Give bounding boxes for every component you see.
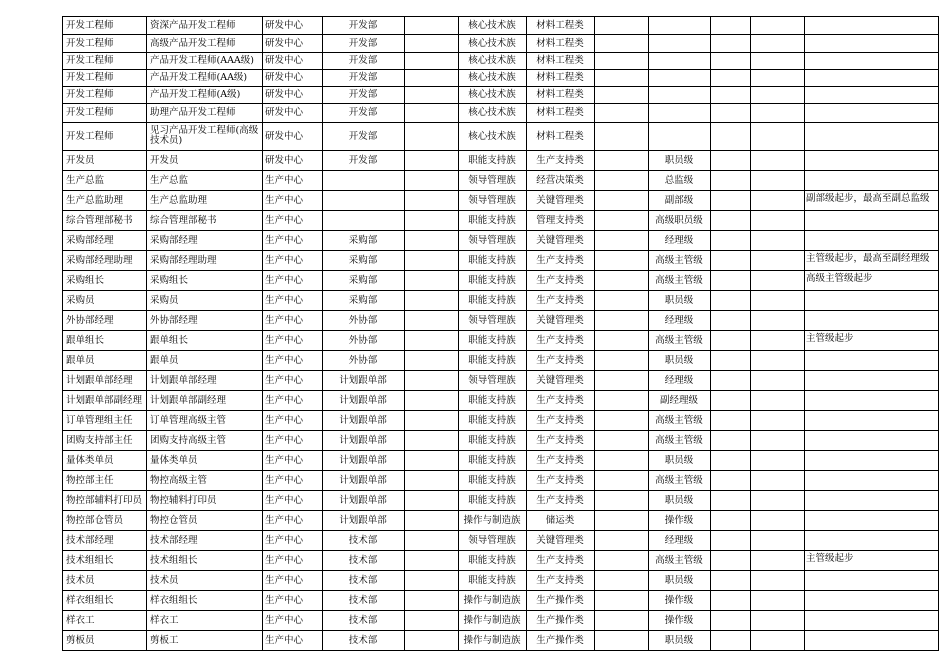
cell-job-category: 生产支持类	[536, 255, 584, 266]
cell-department: 计划跟单部	[339, 515, 387, 526]
cell-job-category: 生产支持类	[536, 395, 584, 406]
cell-job-title: 跟单员	[150, 355, 179, 366]
cell-job-family: 职能支持族	[468, 395, 516, 406]
column-divider	[62, 16, 63, 651]
cell-center: 生产中心	[265, 595, 304, 606]
cell-job-category: 生产操作类	[536, 615, 584, 626]
cell-job-family: 领导管理族	[468, 195, 516, 206]
cell-department: 计划跟单部	[339, 375, 387, 386]
cell-note: 副部级起步，最高至副总监级	[806, 193, 930, 204]
cell-department: 开发部	[348, 72, 378, 83]
row-divider	[62, 550, 939, 551]
cell-grade-level: 职员级	[664, 495, 694, 506]
cell-center: 生产中心	[265, 575, 304, 586]
cell-job-title: 量体类单员	[150, 455, 198, 466]
row-divider	[62, 430, 939, 431]
cell-job-category: 生产支持类	[536, 275, 584, 286]
cell-center: 生产中心	[265, 455, 304, 466]
cell-job-title: 订单管理高级主管	[150, 415, 227, 426]
cell-department: 计划跟单部	[339, 435, 387, 446]
row-divider	[62, 210, 939, 211]
cell-grade-level: 高级主管级	[655, 435, 703, 446]
cell-position: 采购组长	[66, 275, 105, 286]
cell-job-category: 材料工程类	[536, 89, 584, 100]
cell-job-category: 材料工程类	[536, 107, 584, 118]
cell-job-family: 操作与制造族	[463, 515, 521, 526]
cell-job-category: 生产支持类	[536, 355, 584, 366]
cell-job-category: 生产支持类	[536, 295, 584, 306]
row-divider	[62, 370, 939, 371]
cell-job-family: 职能支持族	[468, 295, 516, 306]
cell-job-title: 物控高级主管	[150, 475, 208, 486]
cell-center: 研发中心	[265, 38, 304, 49]
cell-job-category: 关键管理类	[536, 375, 584, 386]
cell-center: 生产中心	[265, 235, 304, 246]
row-divider	[62, 390, 939, 391]
cell-grade-level: 职员级	[664, 355, 694, 366]
cell-department: 计划跟单部	[339, 475, 387, 486]
row-divider	[62, 610, 939, 611]
row-divider	[62, 310, 939, 311]
cell-center: 生产中心	[265, 335, 304, 346]
cell-note: 高级主管级起步	[806, 273, 873, 284]
column-divider	[938, 16, 939, 651]
cell-department: 技术部	[348, 575, 378, 586]
cell-job-title: 跟单组长	[150, 335, 189, 346]
cell-job-category: 材料工程类	[536, 131, 584, 142]
cell-grade-level: 职员级	[664, 635, 694, 646]
cell-position: 采购员	[66, 295, 95, 306]
row-divider	[62, 490, 939, 491]
cell-job-category: 生产支持类	[536, 455, 584, 466]
cell-position: 物控部仓管员	[66, 515, 124, 526]
cell-position: 剪板员	[66, 635, 95, 646]
cell-grade-level: 高级主管级	[655, 275, 703, 286]
cell-job-title: 高级产品开发工程师	[150, 38, 236, 49]
cell-position: 生产总监	[66, 175, 105, 186]
cell-center: 生产中心	[265, 495, 304, 506]
cell-center: 生产中心	[265, 355, 304, 366]
cell-department: 计划跟单部	[339, 415, 387, 426]
cell-job-family: 领导管理族	[468, 175, 516, 186]
cell-job-family: 核心技术族	[468, 131, 516, 142]
cell-grade-level: 总监级	[664, 175, 694, 186]
cell-center: 研发中心	[265, 20, 304, 31]
cell-job-family: 核心技术族	[468, 107, 516, 118]
row-divider	[62, 530, 939, 531]
row-divider	[62, 52, 939, 53]
cell-note: 主管级起步，最高至副经理级	[806, 253, 930, 264]
cell-job-family: 职能支持族	[468, 555, 516, 566]
cell-department: 外协部	[348, 335, 378, 346]
cell-center: 生产中心	[265, 615, 304, 626]
cell-position: 跟单组长	[66, 335, 105, 346]
column-divider	[710, 16, 711, 651]
cell-department: 技术部	[348, 595, 378, 606]
cell-center: 研发中心	[265, 89, 304, 100]
cell-department: 外协部	[348, 315, 378, 326]
cell-grade-level: 职员级	[664, 295, 694, 306]
cell-position: 计划跟单部经理	[66, 375, 133, 386]
cell-department: 技术部	[348, 535, 378, 546]
cell-job-family: 职能支持族	[468, 155, 516, 166]
cell-position: 外协部经理	[66, 315, 114, 326]
cell-position: 采购部经理	[66, 235, 114, 246]
cell-job-title: 外协部经理	[150, 315, 198, 326]
cell-job-family: 领导管理族	[468, 235, 516, 246]
cell-job-category: 材料工程类	[536, 55, 584, 66]
cell-center: 生产中心	[265, 435, 304, 446]
cell-department: 开发部	[348, 155, 378, 166]
row-divider	[62, 122, 939, 123]
column-divider	[750, 16, 751, 651]
cell-job-title: 采购部经理助理	[150, 255, 217, 266]
cell-grade-level: 操作级	[664, 515, 694, 526]
cell-center: 研发中心	[265, 107, 304, 118]
cell-department: 技术部	[348, 635, 378, 646]
cell-job-family: 领导管理族	[468, 535, 516, 546]
cell-job-title: 物控仓管员	[150, 515, 198, 526]
column-divider	[146, 16, 147, 651]
row-divider	[62, 630, 939, 631]
cell-department: 开发部	[348, 131, 378, 142]
cell-grade-level: 操作级	[664, 595, 694, 606]
row-divider	[62, 170, 939, 171]
cell-center: 研发中心	[265, 131, 304, 142]
cell-center: 生产中心	[265, 635, 304, 646]
cell-job-category: 经营决策类	[536, 175, 584, 186]
row-divider	[62, 350, 939, 351]
cell-department: 采购部	[348, 275, 378, 286]
cell-job-category: 关键管理类	[536, 195, 584, 206]
cell-department: 开发部	[348, 38, 378, 49]
cell-job-title: 生产总监助理	[150, 195, 208, 206]
column-divider	[404, 16, 405, 651]
cell-job-family: 职能支持族	[468, 455, 516, 466]
cell-department: 采购部	[348, 235, 378, 246]
row-divider	[62, 86, 939, 87]
cell-center: 研发中心	[265, 72, 304, 83]
cell-position: 开发工程师	[66, 131, 114, 142]
cell-job-family: 核心技术族	[468, 55, 516, 66]
cell-job-family: 职能支持族	[468, 275, 516, 286]
cell-job-family: 职能支持族	[468, 435, 516, 446]
cell-position: 订单管理组主任	[66, 415, 133, 426]
cell-job-family: 核心技术族	[468, 20, 516, 31]
cell-center: 生产中心	[265, 395, 304, 406]
cell-job-family: 职能支持族	[468, 575, 516, 586]
cell-job-category: 材料工程类	[536, 20, 584, 31]
cell-job-category: 生产支持类	[536, 335, 584, 346]
cell-center: 研发中心	[265, 55, 304, 66]
cell-job-family: 领导管理族	[468, 315, 516, 326]
cell-job-category: 生产操作类	[536, 595, 584, 606]
cell-job-title: 计划跟单部副经理	[150, 395, 227, 406]
cell-grade-level: 高级职员级	[655, 215, 703, 226]
cell-job-title: 样衣组组长	[150, 595, 198, 606]
cell-department: 技术部	[348, 615, 378, 626]
cell-center: 研发中心	[265, 155, 304, 166]
cell-grade-level: 经理级	[664, 235, 694, 246]
cell-job-category: 生产支持类	[536, 435, 584, 446]
cell-job-family: 职能支持族	[468, 215, 516, 226]
cell-position: 团购支持部主任	[66, 435, 133, 446]
cell-job-title: 采购员	[150, 295, 179, 306]
cell-center: 生产中心	[265, 555, 304, 566]
cell-position: 技术员	[66, 575, 95, 586]
cell-job-title: 采购组长	[150, 275, 189, 286]
cell-job-category: 生产支持类	[536, 155, 584, 166]
cell-position: 跟单员	[66, 355, 95, 366]
cell-center: 生产中心	[265, 295, 304, 306]
cell-grade-level: 高级主管级	[655, 335, 703, 346]
cell-job-category: 储运类	[545, 515, 575, 526]
cell-job-title: 助理产品开发工程师	[150, 107, 236, 118]
cell-job-family: 职能支持族	[468, 475, 516, 486]
cell-center: 生产中心	[265, 255, 304, 266]
cell-job-title: 团购支持高级主管	[150, 435, 227, 446]
cell-job-category: 生产支持类	[536, 415, 584, 426]
cell-position: 样衣组组长	[66, 595, 114, 606]
cell-position: 综合管理部秘书	[66, 215, 133, 226]
cell-job-category: 管理支持类	[536, 215, 584, 226]
cell-job-category: 生产操作类	[536, 635, 584, 646]
cell-job-title: 技术员	[150, 575, 179, 586]
cell-position: 样衣工	[66, 615, 95, 626]
cell-grade-level: 高级主管级	[655, 555, 703, 566]
cell-job-title: 技术部经理	[150, 535, 198, 546]
cell-position: 开发工程师	[66, 89, 114, 100]
cell-department: 开发部	[348, 89, 378, 100]
cell-grade-level: 经理级	[664, 535, 694, 546]
cell-center: 生产中心	[265, 515, 304, 526]
cell-grade-level: 副经理级	[659, 395, 698, 406]
cell-center: 生产中心	[265, 175, 304, 186]
cell-job-family: 操作与制造族	[463, 635, 521, 646]
cell-note: 主管级起步	[806, 333, 854, 344]
row-divider	[62, 290, 939, 291]
row-divider	[62, 470, 939, 471]
cell-job-title: 计划跟单部经理	[150, 375, 217, 386]
cell-center: 生产中心	[265, 535, 304, 546]
cell-department: 开发部	[348, 55, 378, 66]
cell-department: 开发部	[348, 20, 378, 31]
row-divider	[62, 510, 939, 511]
cell-job-title: 剪板工	[150, 635, 179, 646]
row-divider	[62, 590, 939, 591]
cell-job-title: 生产总监	[150, 175, 189, 186]
cell-center: 生产中心	[265, 195, 304, 206]
cell-job-family: 职能支持族	[468, 355, 516, 366]
column-divider	[262, 16, 263, 651]
cell-job-category: 生产支持类	[536, 575, 584, 586]
cell-job-title: 采购部经理	[150, 235, 198, 246]
cell-department: 外协部	[348, 355, 378, 366]
cell-department: 采购部	[348, 255, 378, 266]
cell-job-title: 样衣工	[150, 615, 179, 626]
cell-department: 技术部	[348, 555, 378, 566]
row-divider	[62, 230, 939, 231]
cell-note: 主管级起步	[806, 553, 854, 564]
cell-job-title: 资深产品开发工程师	[150, 20, 236, 31]
cell-job-category: 生产支持类	[536, 475, 584, 486]
cell-job-family: 领导管理族	[468, 375, 516, 386]
row-divider	[62, 270, 939, 271]
cell-position: 计划跟单部副经理	[66, 395, 143, 406]
cell-center: 生产中心	[265, 415, 304, 426]
cell-department: 计划跟单部	[339, 495, 387, 506]
cell-job-family: 操作与制造族	[463, 615, 521, 626]
cell-job-family: 职能支持族	[468, 255, 516, 266]
cell-job-title: 产品开发工程师(A级)	[150, 89, 241, 100]
cell-grade-level: 职员级	[664, 575, 694, 586]
cell-job-title: 见习产品开发工程师(高级技术员)	[150, 125, 259, 146]
cell-grade-level: 职员级	[664, 155, 694, 166]
cell-center: 生产中心	[265, 475, 304, 486]
cell-grade-level: 高级主管级	[655, 475, 703, 486]
cell-center: 生产中心	[265, 275, 304, 286]
cell-center: 生产中心	[265, 375, 304, 386]
cell-grade-level: 职员级	[664, 455, 694, 466]
row-divider	[62, 69, 939, 70]
cell-grade-level: 副部级	[664, 195, 694, 206]
row-divider	[62, 250, 939, 251]
row-divider	[62, 103, 939, 104]
cell-grade-level: 操作级	[664, 615, 694, 626]
row-divider	[62, 410, 939, 411]
cell-department: 开发部	[348, 107, 378, 118]
cell-position: 技术部经理	[66, 535, 114, 546]
cell-grade-level: 高级主管级	[655, 255, 703, 266]
cell-job-title: 产品开发工程师(AAA级)	[150, 55, 254, 66]
cell-job-title: 物控辅料打印员	[150, 495, 217, 506]
cell-position: 采购部经理助理	[66, 255, 133, 266]
cell-job-family: 核心技术族	[468, 38, 516, 49]
cell-job-family: 职能支持族	[468, 495, 516, 506]
cell-job-category: 生产支持类	[536, 555, 584, 566]
column-divider	[804, 16, 805, 651]
cell-job-title: 产品开发工程师(AA级)	[150, 72, 248, 83]
cell-department: 计划跟单部	[339, 455, 387, 466]
cell-center: 生产中心	[265, 215, 304, 226]
cell-position: 开发工程师	[66, 38, 114, 49]
row-divider	[62, 190, 939, 191]
cell-grade-level: 高级主管级	[655, 415, 703, 426]
cell-job-category: 材料工程类	[536, 38, 584, 49]
column-divider	[594, 16, 595, 651]
cell-job-category: 关键管理类	[536, 235, 584, 246]
cell-job-family: 核心技术族	[468, 89, 516, 100]
row-divider	[62, 16, 939, 17]
cell-job-family: 职能支持族	[468, 415, 516, 426]
cell-job-title: 开发员	[150, 155, 179, 166]
row-divider	[62, 150, 939, 151]
row-divider	[62, 570, 939, 571]
row-divider	[62, 34, 939, 35]
cell-center: 生产中心	[265, 315, 304, 326]
cell-job-category: 材料工程类	[536, 72, 584, 83]
cell-job-title: 综合管理部秘书	[150, 215, 217, 226]
cell-department: 计划跟单部	[339, 395, 387, 406]
cell-position: 生产总监助理	[66, 195, 124, 206]
row-divider	[62, 650, 939, 651]
cell-position: 开发工程师	[66, 55, 114, 66]
row-divider	[62, 330, 939, 331]
cell-job-category: 关键管理类	[536, 535, 584, 546]
cell-position: 量体类单员	[66, 455, 114, 466]
cell-position: 开发员	[66, 155, 95, 166]
cell-position: 物控部主任	[66, 475, 114, 486]
cell-position: 物控部辅料打印员	[66, 495, 143, 506]
cell-position: 开发工程师	[66, 107, 114, 118]
cell-job-family: 职能支持族	[468, 335, 516, 346]
cell-grade-level: 经理级	[664, 315, 694, 326]
cell-department: 采购部	[348, 295, 378, 306]
cell-job-title: 技术组组长	[150, 555, 198, 566]
cell-position: 开发工程师	[66, 72, 114, 83]
cell-position: 开发工程师	[66, 20, 114, 31]
cell-position: 技术组组长	[66, 555, 114, 566]
row-divider	[62, 450, 939, 451]
cell-job-family: 核心技术族	[468, 72, 516, 83]
cell-job-category: 关键管理类	[536, 315, 584, 326]
cell-job-category: 生产支持类	[536, 495, 584, 506]
cell-grade-level: 经理级	[664, 375, 694, 386]
cell-job-family: 操作与制造族	[463, 595, 521, 606]
